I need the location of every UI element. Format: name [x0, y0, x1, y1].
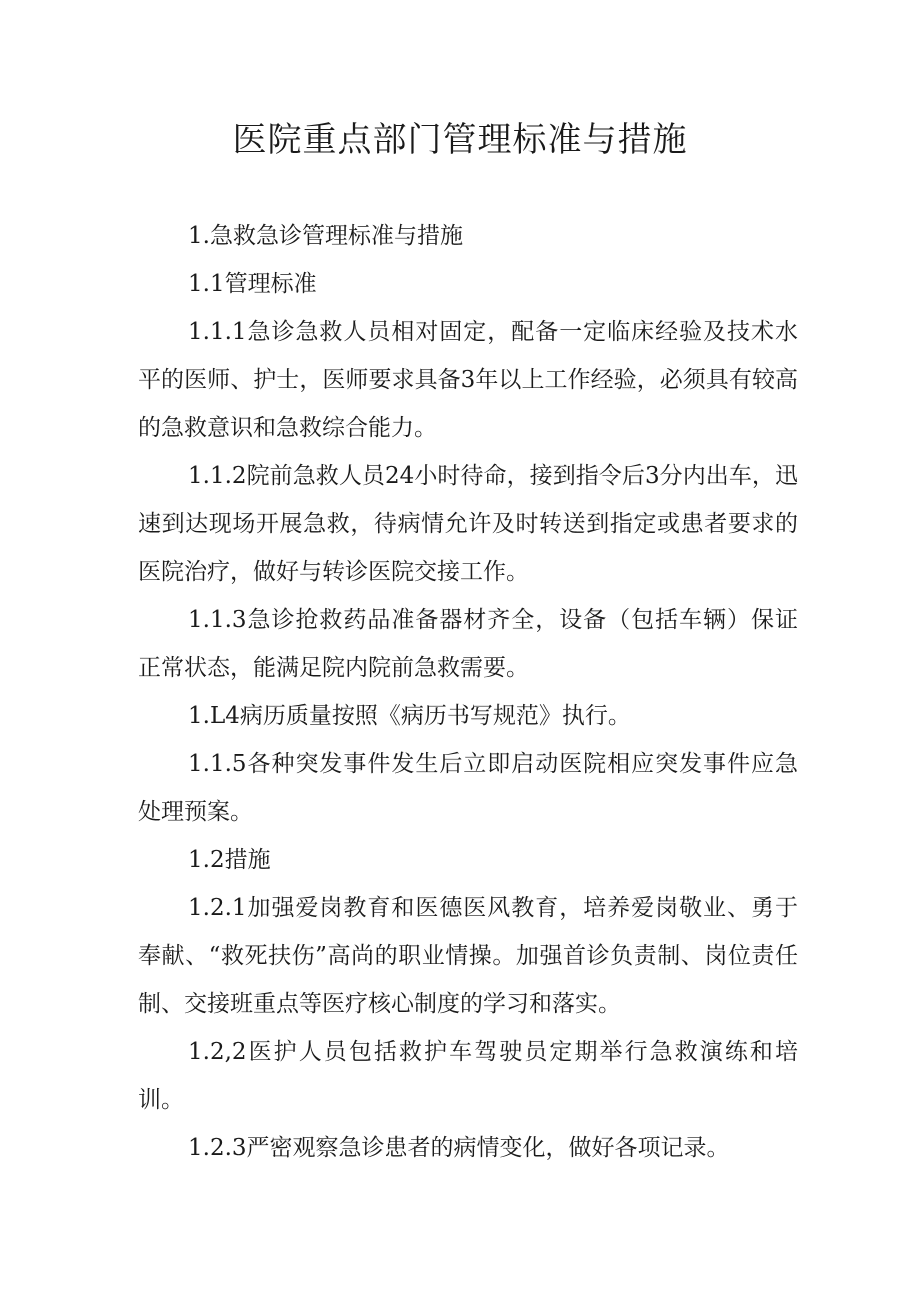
body-paragraph: 1.1.2院前急救人员24小时待命，接到指令后3分内出车，迅速到达现场开展急救，待病情允许及时转送到指定或患者要求的医院治疗，做好与转诊医院交接工作。 — [138, 463, 798, 585]
body-paragraph: 1.1.3急诊抢救药品准备器材齐全，设备（包括车辆）保证正常状态，能满足院内院前急救需要。 — [138, 607, 798, 681]
subsection-heading: 1.1管理标准 — [188, 271, 317, 297]
body-paragraph: 1.2.3严密观察急诊患者的病情变化，做好各项记录。 — [188, 1135, 730, 1161]
body-paragraph: 1.2.1加强爱岗教育和医德医风教育，培养爱岗敬业、勇于奉献、“救死扶伤”高尚的职业情操。加强首诊负责制、岗位责任制、交接班重点等医疗核心制度的学习和落实。 — [138, 895, 798, 1017]
section-heading: 1.急救急诊管理标准与措施 — [188, 223, 463, 249]
body-paragraph: 1.1.1急诊急救人员相对固定，配备一定临床经验及技术水平的医师、护士，医师要求具备3年以上工作经验，必须具有较高的急救意识和急救综合能力。 — [138, 319, 798, 441]
body-paragraph: 1.1.5各种突发事件发生后立即启动医院相应突发事件应急处理预案。 — [138, 751, 798, 825]
document-title: 医院重点部门管理标准与措施 — [232, 120, 688, 160]
document-body — [138, 212, 798, 1172]
body-paragraph: 1.2,2医护人员包括救护车驾驶员定期举行急救演练和培训。 — [138, 1039, 798, 1113]
body-paragraph: 1.L4病历质量按照《病历书写规范》执行。 — [188, 703, 631, 729]
subsection-heading: 1.2措施 — [188, 847, 271, 873]
